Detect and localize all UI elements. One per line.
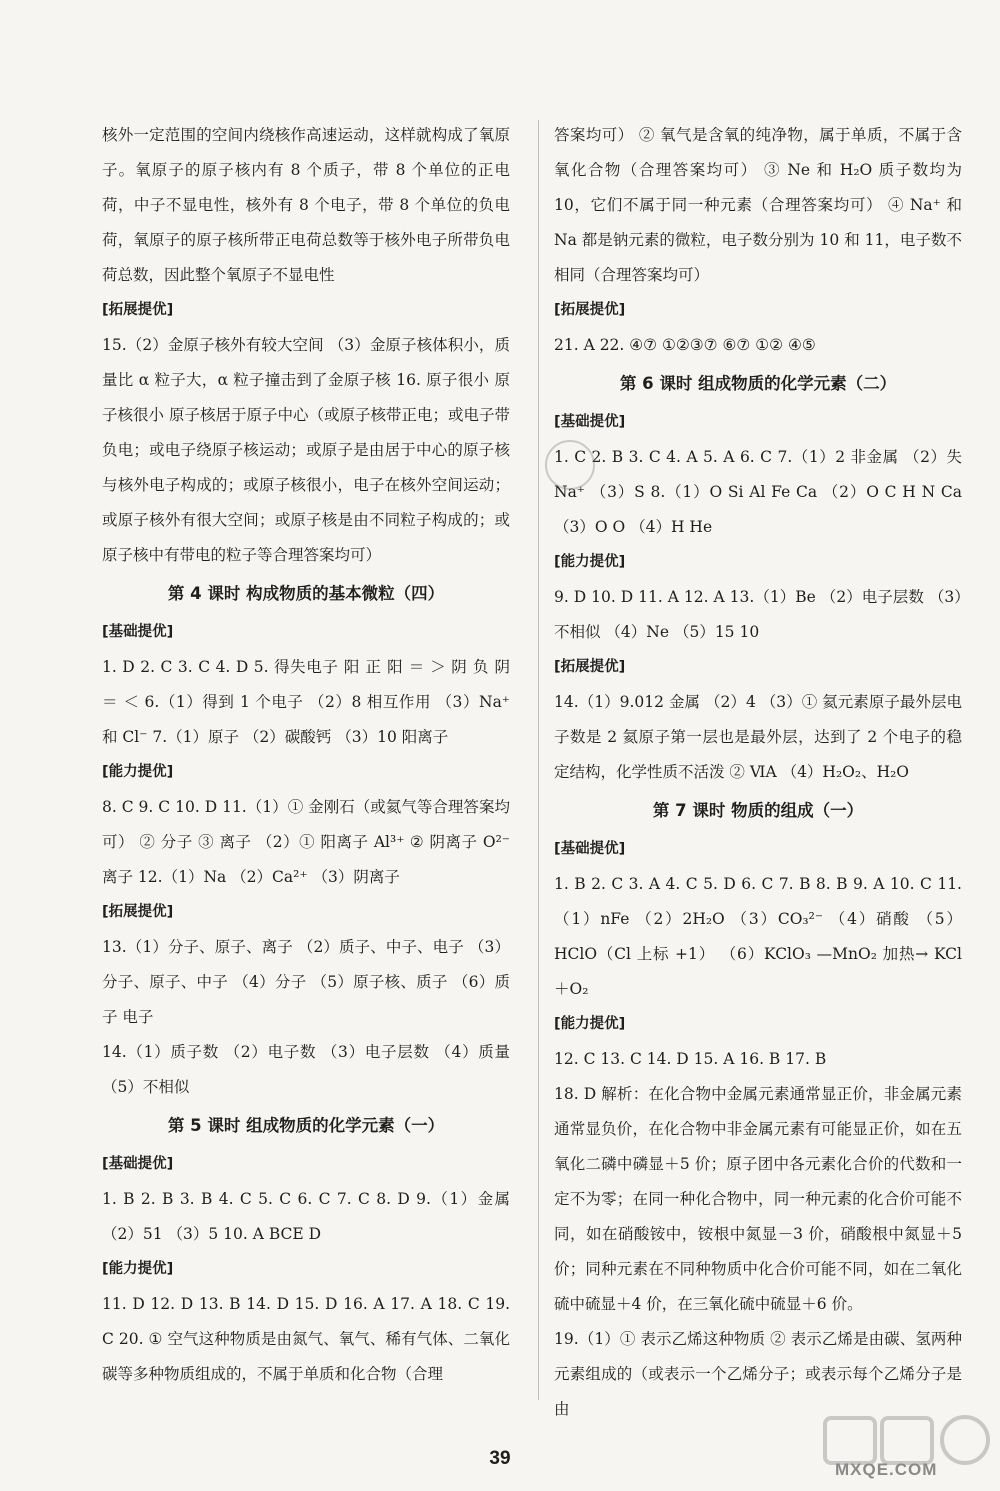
faint-stamp — [545, 440, 595, 490]
watermark-text: MXQE.COM — [835, 1460, 938, 1479]
section-heading: 第 5 课时 组成物质的化学元素（一） — [167, 1116, 445, 1135]
answer-paragraph: 14.（1）9.012 金属 （2）4 （3）① 氦元素原子最外层电子数是 2 氦原子第一层也是最外层，达到了 2 个电子的稳定结构，化学性质不活泼 ② ⅥA （4）H₂O₂、H₂O — [554, 693, 962, 781]
answer-paragraph: 1. D 2. C 3. C 4. D 5. 得失电子 阳 正 阳 ＝ ＞ 阴 负 阴 ＝ ＜ 6.（1）得到 1 个电子 （2）8 相互作用 （3）Na⁺ 和 Cl⁻ 7.（1）原子 （2）碳酸钙 （3）10 阳离子 — [102, 658, 510, 746]
answer-paragraph: 19.（1）① 表示乙烯这种物质 ② 表示乙烯是由碳、氢两种元素组成的（或表示一个乙烯分子；或表示每个乙烯分子是由 — [554, 1330, 962, 1418]
answer-paragraph: 1. B 2. C 3. A 4. C 5. D 6. C 7. B 8. B 9. A 10. C 11.（1）nFe （2）2H₂O （3）CO₃²⁻ （4）硝酸 （5）HClO（Cl 上标 +1） （6）KClO₃ —MnO₂ 加热→ KCl＋O₂ — [554, 875, 962, 998]
section-tag: [能力提优] — [554, 554, 626, 570]
answer-paragraph: 9. D 10. D 11. A 12. A 13.（1）Be （2）电子层数 （3）不相似 （4）Ne （5）15 10 — [554, 588, 962, 641]
section-tag: [基础提优] — [102, 1156, 174, 1172]
answer-paragraph: 14.（1）质子数 （2）电子数 （3）电子层数 （4）质量 （5）不相似 — [102, 1043, 510, 1096]
section-tag: [能力提优] — [102, 1261, 174, 1277]
answer-paragraph: 12. C 13. C 14. D 15. A 16. B 17. B — [554, 1050, 827, 1068]
left-column — [102, 118, 510, 1392]
right-column — [554, 118, 962, 1427]
section-tag: [能力提优] — [554, 1016, 626, 1032]
column-divider — [538, 120, 539, 1400]
section-tag: [基础提优] — [554, 414, 626, 430]
answer-paragraph: 1. B 2. B 3. B 4. C 5. C 6. C 7. C 8. D 9.（1）金属 （2）51 （3）5 10. A BCE D — [102, 1190, 510, 1243]
answer-paragraph: 答案均可） ② 氧气是含氧的纯净物，属于单质，不属于含氧化合物（合理答案均可） ③ Ne 和 H₂O 质子数均为 10，它们不属于同一种元素（合理答案均可） ④ Na⁺ 和 Na 都是钠元素的微粒，电子数分别为 10 和 11，电子数不相同（合理答案均可） — [554, 126, 962, 284]
answer-paragraph: 18. D 解析：在化合物中金属元素通常显正价，非金属元素通常显负价，在化合物中非金属元素有可能显正价，如在五氧化二磷中磷显＋5 价；原子团中各元素化合价的代数和一定不为零；在同一种化合物中，同一种元素的化合价可能不同，如在硝酸铵中，铵根中氮显－3 价，硝酸根中氮显＋5 价；同种元素在不同种物质中化合价可能不同，如在二氧化硫中硫显＋4 价，在三氧化硫中硫显＋6 价。 — [554, 1085, 962, 1313]
section-heading: 第 6 课时 组成物质的化学元素（二） — [619, 374, 897, 393]
answer-paragraph: 15.（2）金原子核外有较大空间 （3）金原子核体积小，质量比 α 粒子大，α 粒子撞击到了金原子核 16. 原子很小 原子核很小 原子核居于原子中心（或原子核带正电；或电子带负电；或电子绕原子核运动；或原子是由居于中心的原子核与核外电子构成的；或原子核很小，电子在核外空间运动；或原子核外有很大空间；或原子核是由不同粒子构成的；或原子核中有带电的粒子等合理答案均可） — [102, 336, 510, 564]
answer-paragraph: 11. D 12. D 13. B 14. D 15. D 16. A 17. A 18. C 19. C 20. ① 空气这种物质是由氮气、氧气、稀有气体、二氧化碳等多种物质组成的，不属于单质和化合物（合理 — [102, 1295, 510, 1383]
section-tag: [能力提优] — [102, 764, 174, 780]
page-number: 39 — [489, 1448, 511, 1469]
section-heading: 第 4 课时 构成物质的基本微粒（四） — [167, 584, 445, 603]
section-tag: [拓展提优] — [554, 302, 626, 318]
answer-paragraph: 1. C 2. B 3. C 4. A 5. A 6. C 7.（1）2 非金属 （2）失 Na⁺ （3）S 8.（1）O Si Al Fe Ca （2）O C H N Ca （3）O O （4）H He — [554, 448, 962, 536]
section-tag: [拓展提优] — [554, 659, 626, 675]
answer-paragraph: 21. A 22. ④⑦ ①②③⑦ ⑥⑦ ①② ④⑤ — [554, 336, 816, 354]
section-tag: [拓展提优] — [102, 904, 174, 920]
section-tag: [拓展提优] — [102, 302, 174, 318]
section-tag: [基础提优] — [102, 624, 174, 640]
answer-paragraph: 8. C 9. C 10. D 11.（1）① 金刚石（或氦气等合理答案均可） ② 分子 ③ 离子 （2）① 阳离子 Al³⁺ ② 阴离子 O²⁻ 离子 12.（1）Na （2）Ca²⁺ （3）阴离子 — [102, 798, 510, 886]
answer-paragraph: 13.（1）分子、原子、离子 （2）质子、中子、电子 （3）分子、原子、中子 （4）分子 （5）原子核、质子 （6）质子 电子 — [102, 938, 510, 1026]
section-heading: 第 7 课时 物质的组成（一） — [652, 801, 864, 820]
section-tag: [基础提优] — [554, 841, 626, 857]
answer-paragraph: 核外一定范围的空间内绕核作高速运动，这样就构成了氧原子。氧原子的原子核内有 8 个质子，带 8 个单位的正电荷，中子不显电性，核外有 8 个电子，带 8 个单位的负电荷，氧原子的原子核所带正电荷总数等于核外电子所带负电荷总数，因此整个氧原子不显电性 — [102, 126, 510, 284]
